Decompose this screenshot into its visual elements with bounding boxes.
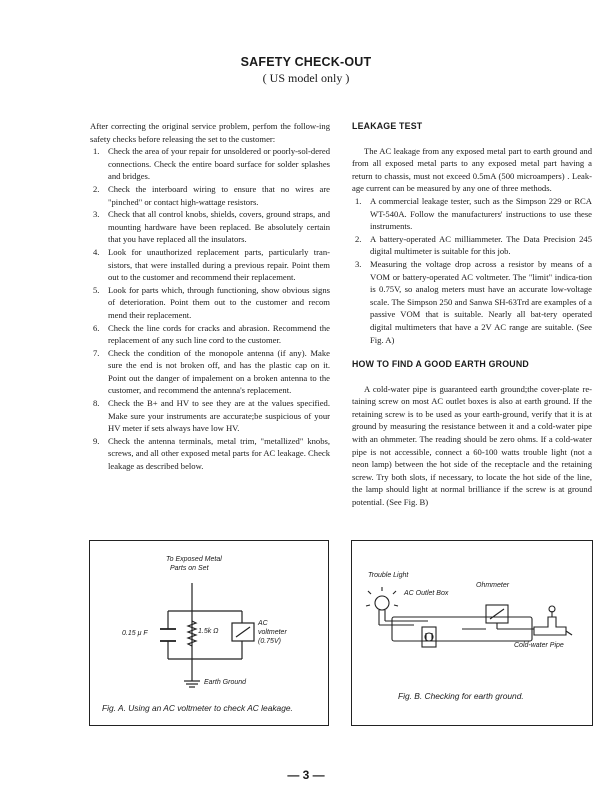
list-number: 5. <box>93 284 100 295</box>
left-column <box>90 120 330 473</box>
list-item <box>90 322 330 347</box>
list-item <box>90 208 330 246</box>
list-item <box>90 397 330 435</box>
fig-a-caption: Fig. A. Using an AC voltmeter to check AC leakage. <box>102 703 293 713</box>
list-number: 2. <box>355 233 362 244</box>
list-number: 9. <box>93 435 100 446</box>
list-text: Look for unauthorized replacement parts, particularly tran-sistors, that were installed during a previous repair. Point them out to the customer and recommend their replacement. <box>108 246 330 283</box>
leakage-test-heading: LEAKAGE TEST <box>352 121 423 131</box>
list-item <box>90 347 330 397</box>
fig-a-ground-label: Earth Ground <box>204 679 247 686</box>
list-item <box>90 145 330 183</box>
list-item <box>352 233 592 258</box>
list-text: Check the antenna terminals, metal trim, "metallized" knobs, screws, and all other exposed metal parts for AC leakage. Check leakage as described below. <box>108 435 330 472</box>
list-number: 2. <box>93 183 100 194</box>
figure-a <box>89 540 329 726</box>
list-number: 1. <box>355 195 362 206</box>
list-number: 4. <box>93 246 100 257</box>
fig-a-voltmeter-label-3: (0.75V) <box>258 638 281 645</box>
fig-a-capacitor-label: 0.15 μ F <box>122 630 148 637</box>
list-number: 3. <box>355 258 362 269</box>
list-number: 1. <box>93 146 100 157</box>
list-number: 8. <box>93 398 100 409</box>
list-text: Check the line cords for cracks and abrasion. Recommend the replacement of any such line cord to the customer. <box>108 322 330 346</box>
list-number: 6. <box>93 322 100 333</box>
list-text: Check that all control knobs, shields, covers, ground straps, and mounting hardware have been replaced. Be absolutely certain that you have replaced all the insulators. <box>108 209 330 245</box>
list-item <box>90 284 330 322</box>
fig-a-voltmeter-label-2: voltmeter <box>258 629 287 636</box>
fig-a-label-parts-on-set: Parts on Set <box>170 565 209 572</box>
list-number: 7. <box>93 347 100 358</box>
right-column <box>352 120 592 509</box>
fig-b-pipe-label: Cold-water Pipe <box>514 642 564 649</box>
earth-ground-paragraph: A cold-water pipe is guaranteed earth ground;the cover-plate re-taining screw on most AC outlet boxes is also at earth ground. If the retaining screw is to be used as your earth-ground, verify that it is at ground by measuring the resistance between it and a cold-water pipe with an ohmmeter. The reading should be zero ohms. If a cold-water pipe is not accessible, connect a 60-100 watts trouble light (not a neon lamp) between the hot side of the receptacle and the retaining screw. Try both slots, if necessary, to locate the hot side of the line, the lamp should light at normal brilliance if the screw is at ground potential. (See Fig. B) <box>352 383 592 508</box>
list-text: Check the area of your repair for unsoldered or poorly-sol-dered connections. Check the entire board surface for solder splashes and bridges. <box>108 146 330 182</box>
fig-b-caption: Fig. B. Checking for earth ground. <box>398 691 524 701</box>
figure-b <box>351 540 593 726</box>
fig-b-ohmmeter-label: Ohmmeter <box>476 582 510 589</box>
list-item <box>90 435 330 473</box>
leakage-paragraph: The AC leakage from any exposed metal part to earth ground and from all exposed metal parts to any exposed metal part having a return to chassis, must not exceed 0.5mA (500 microampers) . Leak-age current can be measured by any one of three methods. <box>352 145 592 194</box>
fig-b-trouble-light-label: Trouble Light <box>368 572 409 579</box>
list-text: Check the condition of the monopole antenna (if any). Make sure the end is not broken off, and has the plastic cap on it. Point out the danger of impalement on a broken antenna to the customer, and recommend the antenna's replacement. <box>108 347 330 396</box>
list-text: Check the interboard wiring to ensure that no wires are "pinched" or contact high-wattage resistors. <box>108 183 330 207</box>
list-text: Look for parts which, through functioning, show obvious signs of deterioration. Point them out to the customer and recom mend their replacement. <box>108 284 330 320</box>
page-subtitle: ( US model only ) <box>262 71 350 85</box>
page-title: SAFETY CHECK-OUT <box>240 55 372 69</box>
list-text: A battery-operated AC milliammeter. The Data Precision 245 digital multimeter is suitable for this job. <box>370 233 592 257</box>
leakage-method-list <box>352 195 592 346</box>
list-item <box>90 183 330 208</box>
earth-ground-heading: HOW TO FIND A GOOD EARTH GROUND <box>352 359 529 370</box>
intro-paragraph: After correcting the original service problem, perfom the follow-ing safety checks before releasing the set to the customer: <box>90 121 330 144</box>
list-number: 3. <box>93 209 100 220</box>
list-text: Measuring the voltage drop across a resistor by means of a VOM or battery-operated AC voltmeter. The "limit" indica-tion is 0.75V, so analog meters must have an accurate low-voltage scale. The Simpson 250 and Sanwa SH-63Trd are examples of a passive VOM that is suitable. Nearly all bat-tery operated digital multimeters that have a 2V AC range are suitable. (See Fig. A) <box>370 258 592 345</box>
list-text: A commercial leakage tester, such as the Simpson 229 or RCA WT-540A. Follow the manufacturers' instructions to use these instruments. <box>370 195 592 232</box>
fig-a-resistor-label: 1.5k Ω <box>198 628 219 635</box>
list-text: Check the B+ and HV to see they are at the values specified. Make sure your instruments are accurate;be suspicious of your HV meter if sets always have low HV. <box>108 398 330 434</box>
fig-a-label-exposed-metal: To Exposed Metal <box>166 556 222 563</box>
list-item <box>90 246 330 284</box>
list-item <box>352 195 592 233</box>
list-item <box>352 258 592 346</box>
fig-b-outlet-label: AC Outlet Box <box>404 590 449 597</box>
safety-check-list <box>90 145 330 472</box>
fig-a-voltmeter-label-1: AC <box>258 620 268 627</box>
page-number: — 3 — <box>287 768 325 782</box>
